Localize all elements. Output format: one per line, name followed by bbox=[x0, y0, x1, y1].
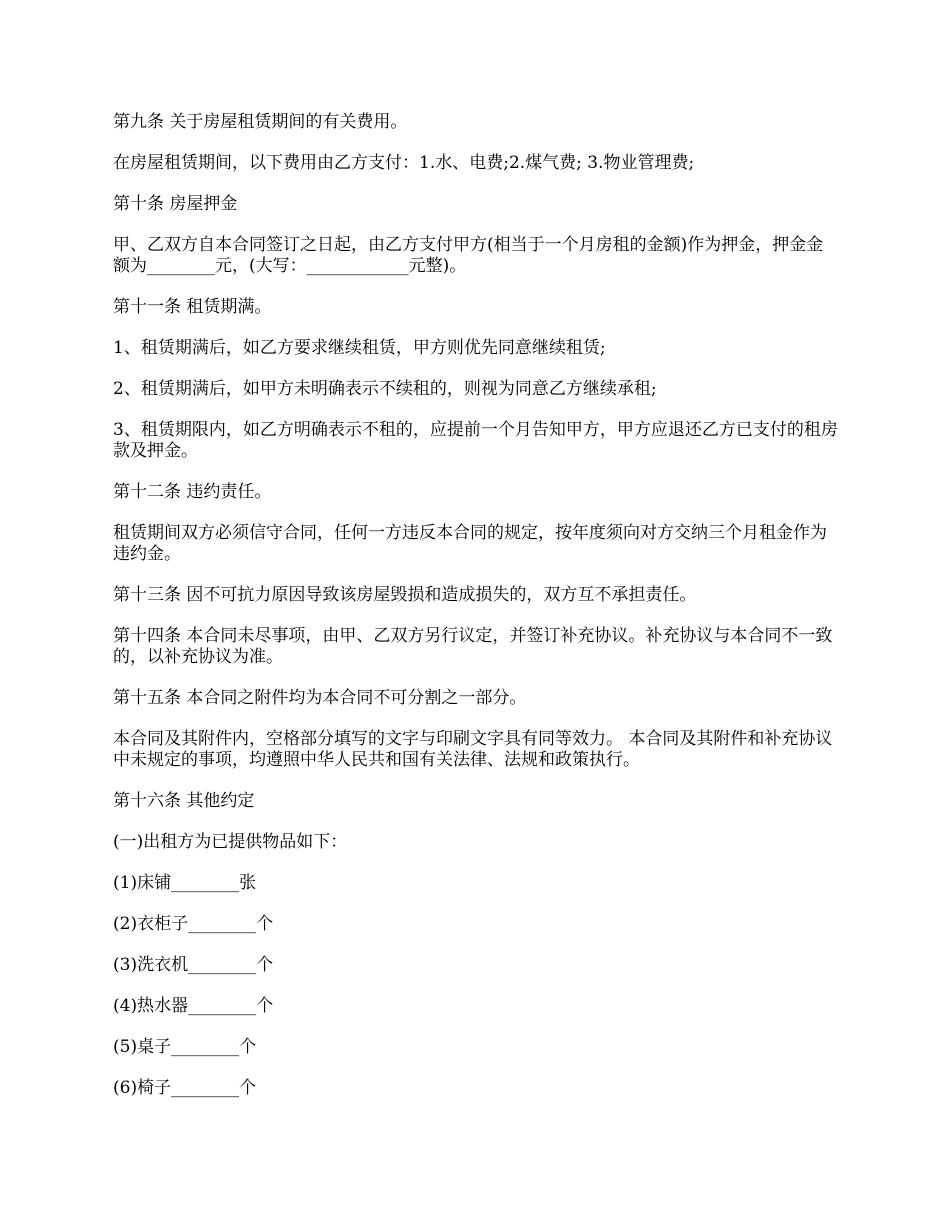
clause-15: 第十五条 本合同之附件均为本合同不可分割之一部分。 bbox=[113, 688, 527, 708]
item-bed: (1)床铺________张 bbox=[113, 873, 257, 893]
clause-10-text: 甲、乙双方自本合同签订之日起，由乙方支付甲方(相当于一个月房租的金额)作为押金，押金金额为________元，(大写：____________元整)。 bbox=[113, 235, 824, 276]
clause-11-item-3: 3、租赁期限内，如乙方明确表示不租的，应提前一个月告知甲方，甲方应退还乙方已支付的租房款及押金。 bbox=[113, 420, 838, 461]
clause-16-subheading: (一)出租方为已提供物品如下： bbox=[113, 832, 348, 852]
clause-11-item-1: 1、租赁期满后，如乙方要求继续租赁，甲方则优先同意继续租赁; bbox=[113, 338, 606, 358]
clause-9-text: 在房屋租赁期间，以下费用由乙方支付：1.水、电费;2.煤气费; 3.物业管理费; bbox=[113, 153, 695, 173]
clause-16-heading: 第十六条 其他约定 bbox=[113, 791, 255, 811]
clause-10-heading: 第十条 房屋押金 bbox=[113, 194, 238, 214]
clause-12-text: 租赁期间双方必须信守合同，任何一方违反本合同的规定，按年度须向对方交纳三个月租金作为违约金。 bbox=[113, 523, 827, 564]
item-wardrobe: (2)衣柜子________个 bbox=[113, 914, 274, 934]
clause-11-heading: 第十一条 租赁期满。 bbox=[113, 297, 272, 317]
item-washing-machine: (3)洗衣机________个 bbox=[113, 955, 274, 975]
item-table: (5)桌子________个 bbox=[113, 1037, 257, 1057]
item-chair: (6)椅子________个 bbox=[113, 1078, 257, 1098]
item-water-heater: (4)热水器________个 bbox=[113, 996, 274, 1016]
clause-12-heading: 第十二条 违约责任。 bbox=[113, 482, 272, 502]
clause-9-heading: 第九条 关于房屋租赁期间的有关费用。 bbox=[113, 112, 408, 132]
document-body bbox=[113, 112, 838, 1119]
clause-14: 第十四条 本合同未尽事项，由甲、乙双方另行议定，并签订补充协议。补充协议与本合同不一致的，以补充协议为准。 bbox=[113, 626, 833, 667]
clause-11-item-2: 2、租赁期满后，如甲方未明确表示不续租的，则视为同意乙方继续承租; bbox=[113, 379, 657, 399]
clause-15-text: 本合同及其附件内，空格部分填写的文字与印刷文字具有同等效力。 本合同及其附件和补充协议中未规定的事项，均遵照中华人民共和国有关法律、法规和政策执行。 bbox=[113, 729, 833, 770]
clause-13: 第十三条 因不可抗力原因导致该房屋毁损和造成损失的，双方互不承担责任。 bbox=[113, 585, 697, 605]
